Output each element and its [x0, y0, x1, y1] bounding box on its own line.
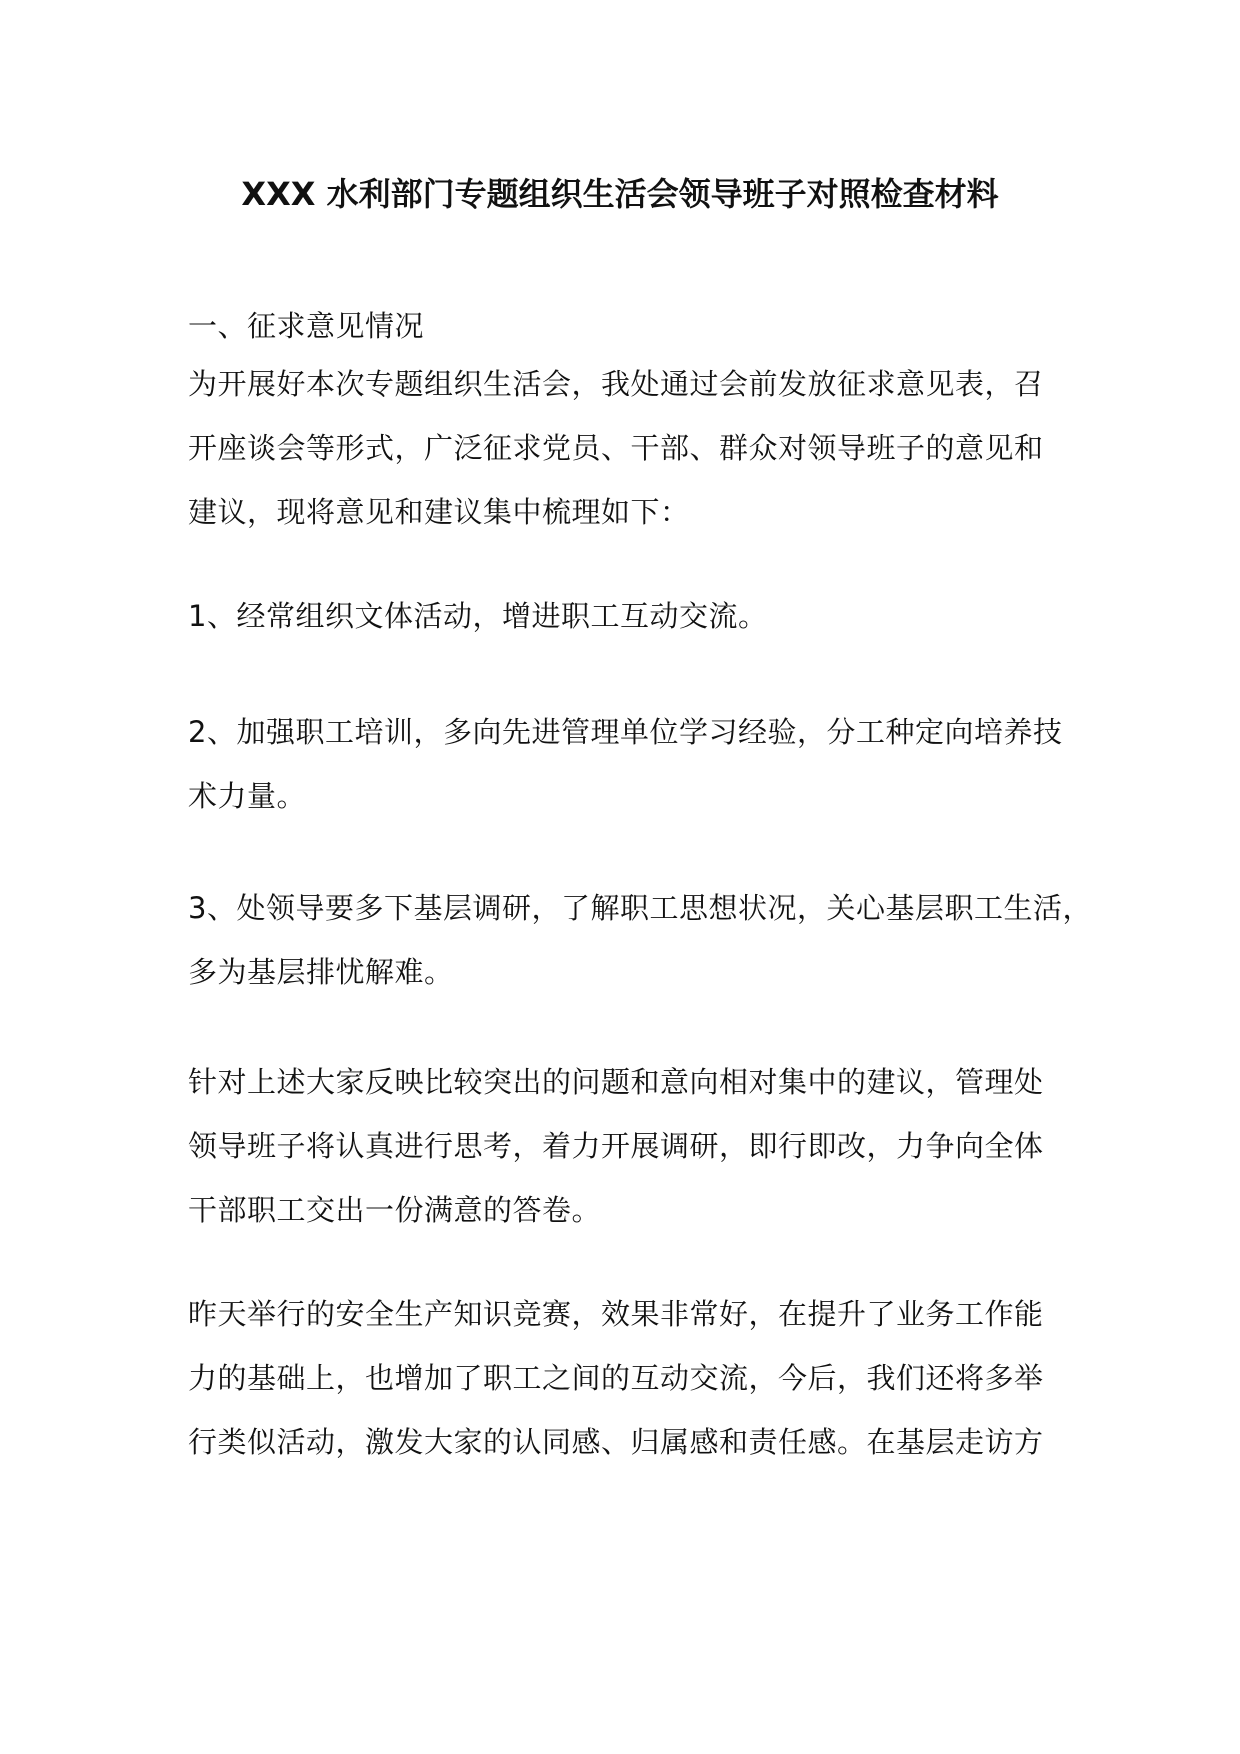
list-item-line: 多为基层排忧解难。: [188, 955, 454, 989]
intro-paragraph: [188, 352, 1068, 544]
list-item-line: 1、经常组织文体活动，增进职工互动交流。: [188, 599, 768, 633]
intro-line: 开座谈会等形式，广泛征求党员、干部、群众对领导班子的意见和: [188, 431, 1044, 465]
list-item-line: 2、加强职工培训，多向先进管理单位学习经验，分工种定向培养技: [188, 715, 1063, 749]
list-item-line: 3、处领导要多下基层调研，了解职工思想状况，关心基层职工生活，: [188, 891, 1092, 925]
intro-line: 建议，现将意见和建议集中梳理如下：: [188, 495, 690, 529]
response-line: 领导班子将认真进行思考，着力开展调研，即行即改，力争向全体: [188, 1129, 1044, 1163]
closing-line: 力的基础上，也增加了职工之间的互动交流，今后，我们还将多举: [188, 1361, 1044, 1395]
closing-line: 昨天举行的安全生产知识竞赛，效果非常好，在提升了业务工作能: [188, 1297, 1044, 1331]
list-item-2: [188, 700, 1068, 828]
list-item-1: [188, 584, 1068, 648]
intro-line: 为开展好本次专题组织生活会，我处通过会前发放征求意见表，召: [188, 367, 1044, 401]
section-heading: [188, 294, 1068, 358]
response-line: 针对上述大家反映比较突出的问题和意向相对集中的建议，管理处: [188, 1065, 1044, 1099]
closing-line: 行类似活动，激发大家的认同感、归属感和责任感。在基层走访方: [188, 1425, 1044, 1459]
response-paragraph: [188, 1050, 1068, 1242]
list-item-3: [188, 876, 1092, 1004]
list-item-line: 术力量。: [188, 779, 307, 813]
response-line: 干部职工交出一份满意的答卷。: [188, 1193, 602, 1227]
closing-paragraph: [188, 1282, 1068, 1474]
document-title: XXX 水利部门专题组织生活会领导班子对照检查材料: [241, 175, 999, 213]
section-heading-line: 一、征求意见情况: [188, 309, 425, 343]
